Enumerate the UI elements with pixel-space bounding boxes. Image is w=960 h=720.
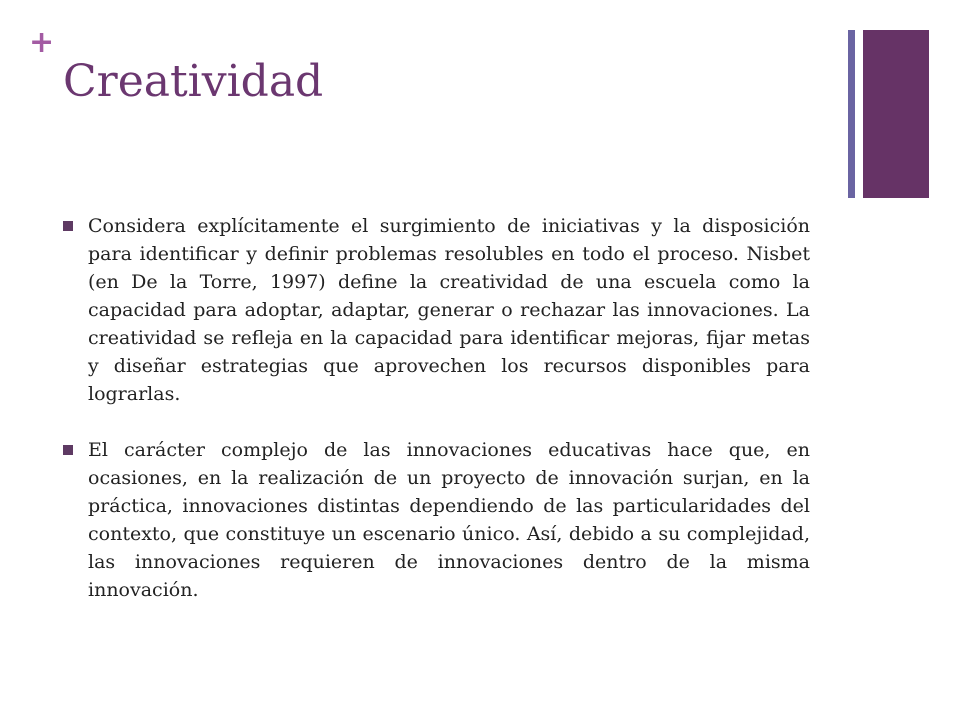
bullet-text: Considera explícitamente el surgimiento de iniciativas y la disposición para identificar y definir problemas resolubles en todo el proceso. Nisbet (en De la Torre, 1997) define la creatividad de una escuela como la capacidad para adoptar, adaptar, generar o rechazar las innovaciones. La creatividad se refleja en la capacidad para identificar mejoras, fijar metas y diseñar estrategias que aprovechen los recursos disponibles para lograrlas. bbox=[88, 215, 810, 405]
bullet-item bbox=[60, 212, 810, 408]
plus-icon: + bbox=[29, 25, 55, 60]
square-bullet-icon bbox=[63, 445, 73, 455]
slide-title: Creatividad bbox=[63, 56, 324, 107]
accent-bar-thin bbox=[848, 30, 855, 198]
bullet-list bbox=[60, 212, 810, 632]
bullet-item bbox=[60, 436, 810, 604]
square-bullet-icon bbox=[63, 221, 73, 231]
bullet-text: El carácter complejo de las innovaciones educativas hace que, en ocasiones, en la realización de un proyecto de innovación surjan, en la práctica, innovaciones distintas dependiendo de las particularidades del contexto, que constituye un escenario único. Así, debido a su complejidad, las innovaciones requieren de innovaciones dentro de la misma innovación. bbox=[88, 439, 810, 601]
accent-bar-thick bbox=[863, 30, 929, 198]
